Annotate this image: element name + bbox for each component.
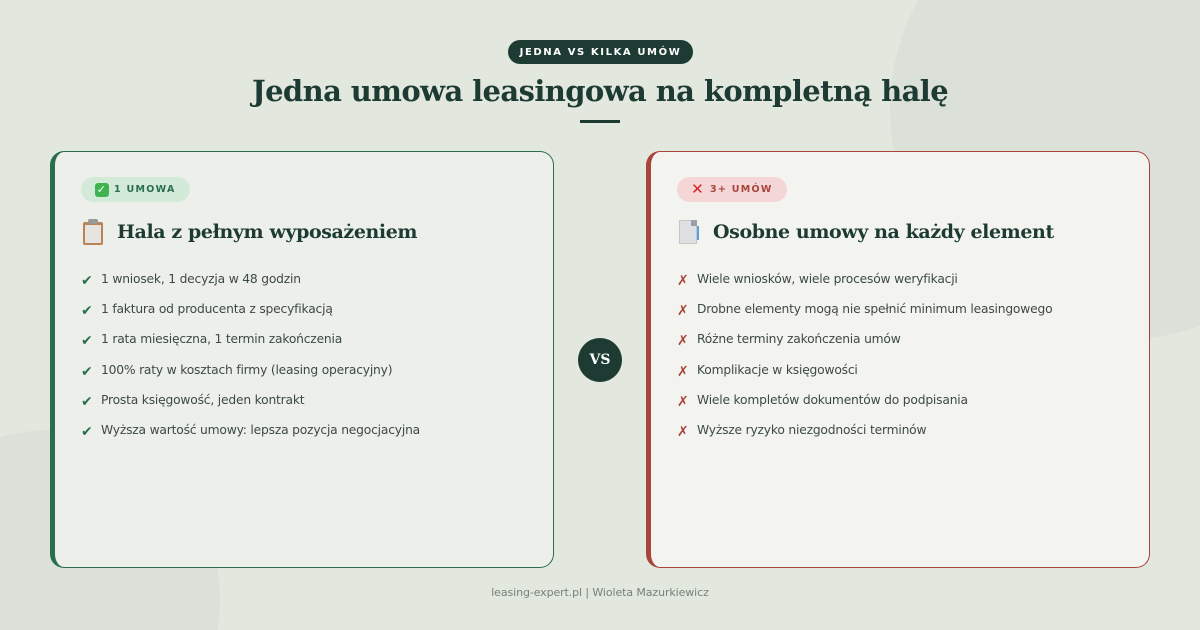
card-heading (677, 219, 1054, 245)
vs-badge: VS (578, 338, 622, 382)
list-item-text: Komplikacje w księgowości (697, 362, 858, 377)
checkmark-icon: ✔ (81, 333, 93, 350)
list-item (677, 355, 1052, 385)
document-icon (677, 219, 701, 245)
checkmark-icon: ✔ (81, 303, 93, 320)
x-mark-icon: ✗ (677, 424, 689, 441)
list-item-text: 1 rata miesięczna, 1 termin zakończenia (101, 332, 343, 347)
list-item (677, 385, 1052, 415)
x-mark-icon: ✗ (677, 393, 689, 410)
x-mark-icon: ✗ (677, 273, 689, 290)
list-item (677, 264, 1052, 294)
multiple-contracts-badge (677, 177, 787, 202)
title-underline (580, 120, 620, 123)
list-item-text: 1 faktura od producenta z specyfikacją (101, 302, 333, 317)
checkmark-icon: ✔ (81, 363, 93, 380)
list-item (81, 385, 420, 415)
x-mark-icon: ✗ (677, 363, 689, 380)
category-tag: JEDNA VS KILKA UMÓW (508, 40, 693, 64)
list-item-text: Wiele kompletów dokumentów do podpisania (697, 392, 968, 407)
list-item (677, 294, 1052, 324)
clipboard-icon (81, 219, 105, 245)
checkmark-icon: ✔ (81, 424, 93, 441)
list-item-text: Wiele wniosków, wiele procesów weryfikacji (697, 272, 958, 287)
list-item (677, 324, 1052, 354)
list-item (81, 294, 420, 324)
list-item-text: Drobne elementy mogą nie spełnić minimum leasingowego (697, 302, 1053, 317)
checkmark-icon: ✔ (81, 393, 93, 410)
footer-credit: leasing-expert.pl | Wioleta Mazurkiewicz (491, 586, 709, 599)
list-item-text: Prosta księgowość, jeden kontrakt (101, 392, 305, 407)
list-item-text: Wyższe ryzyko niezgodności terminów (697, 423, 927, 438)
drawbacks-list (677, 264, 1052, 445)
card-heading-text: Osobne umowy na każdy element (713, 221, 1054, 243)
x-mark-icon: ✗ (677, 333, 689, 350)
card-heading-text: Hala z pełnym wyposażeniem (117, 221, 418, 243)
cross-mark-icon: ✕ (691, 180, 705, 198)
list-item (81, 415, 420, 445)
multiple-contracts-card (646, 151, 1150, 568)
list-item (81, 324, 420, 354)
list-item (81, 355, 420, 385)
benefits-list (81, 264, 420, 445)
badge-label: 1 UMOWA (114, 184, 176, 195)
x-mark-icon: ✗ (677, 303, 689, 320)
list-item-text: Wyższa wartość umowy: lepsza pozycja negocjacyjna (101, 423, 420, 438)
list-item (677, 415, 1052, 445)
check-box-icon: ✓ (96, 183, 108, 196)
single-contract-badge (81, 177, 190, 202)
list-item (81, 264, 420, 294)
list-item-text: 1 wniosek, 1 decyzja w 48 godzin (101, 272, 301, 287)
card-heading (81, 219, 417, 245)
list-item-text: 100% raty w kosztach firmy (leasing operacyjny) (101, 362, 393, 377)
checkmark-icon: ✔ (81, 273, 93, 290)
list-item-text: Różne terminy zakończenia umów (697, 332, 901, 347)
page-title: Jedna umowa leasingowa na kompletną halę (251, 74, 949, 108)
single-contract-card (50, 151, 554, 568)
badge-label: 3+ UMÓW (710, 184, 773, 195)
